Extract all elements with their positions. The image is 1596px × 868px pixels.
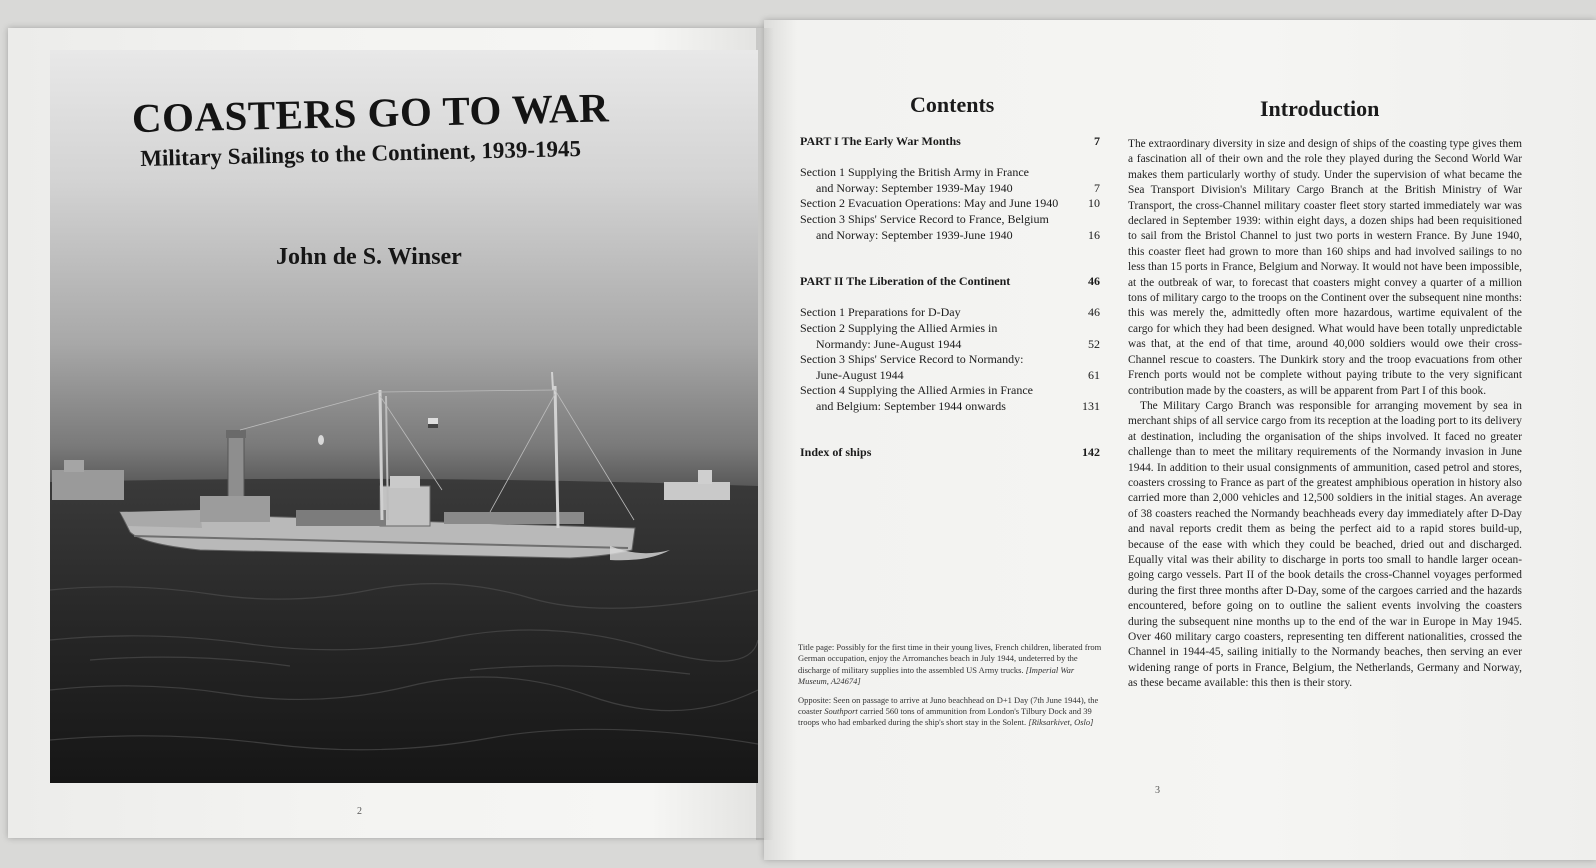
left-page-number: 2: [357, 806, 362, 817]
caption-credit: [Imperial War Museum, A24674]: [798, 664, 1075, 687]
toc-section-2-1[interactable]: [800, 305, 1100, 321]
intro-paragraph-2: The Military Cargo Branch was responsible for arranging movement by sea in merchant ships of all service cargo from its reception at the loading port to its delivery at destination, including the organisation of the ships involved. It faced no greater challenge than to meet the military requirements of the Normandy invasion in June 1944. In addition to their usual consignments of ammunition, cased petrol and stores, coasters crossing to France as part of the greatest amphibious operation in history also carried more than 2,000 vehicles and 12,500 soldiers in the initial stages. An average of 38 coasters reached the Normandy beachheads every day immediately after D-Day and naval reports credit them as being the perfect aid to a rapid stores build-up, because of the ease with which they could be beached, dried out and discharged. Equally vital was their ability to discharge in ports too small to handle larger ocean-going cargo vessels. Part II of the book details the cross-Channel voyages performed during the first three months after D-Day, some of the cargoes carried and the hazards encountered, before going on to outline the salient events involving the coasters during the subsequent nine months up to the end of the war in Europe in May 1945. Over 460 military cargo coasters, representing ten different nationalities, crossed the Channel in 1944-45, sailing initially to the Normandy beaches, then serving an ever widening range of ports in France, Belgium, the Netherlands, Germany and Norway, as these became available: this then is their story.: [1128, 399, 1522, 690]
toc-section-1-2[interactable]: [800, 196, 1100, 212]
toc-page-number: 46: [1088, 305, 1100, 319]
toc-section-label: Section 2 Supplying the Allied Armies in: [800, 321, 998, 335]
toc-index-label: Index of ships: [800, 445, 872, 459]
toc-section-label: Section 1 Supplying the British Army in France: [800, 165, 1029, 179]
intro-paragraph-1: The extraordinary diversity in size and design of ships of the coasting type gives them a fascination all of their own and the role they played during the Second World War makes them particularly worthy of study. Under the supervision of what became the Sea Transport Division's Military Cargo Branch at the British Ministry of War Transport, the cross-Channel military coaster fleet story started immediately war was declared in September 1939: within eight days, a dozen ships had been requisitioned to sail from the Bristol Channel to just two ports in western France. By June 1940, this coaster fleet had grown to more than 160 ships and had involved sailings to no less than 15 ports in France, Belgium and Norway. It would not have been impossible, at the outbreak of war, to forecast that coasters might convey a quarter of a million tons of military cargo to the troops on the Continent over the subsequent nine months: this was merely the, admittedly often more hazardous, wartime equivalent of the cargo for which they had been designed. What would have been totally unpredictable was that, at the end of that time, around 40,000 soldiers would owe their cross-Channel rescue to coasters. The Dunkirk story and the troop evacuations from other French ports would not be complete without paying tribute to the very significant contribution made by the coasters, as will be apparent from Part I of this book.: [1128, 138, 1522, 397]
cover-author: John de S. Winser: [276, 244, 462, 270]
toc-section-continuation: Normandy: June-August 1944: [816, 336, 962, 351]
toc-section-2-3[interactable]: [800, 352, 1100, 383]
cover-title: COASTERS GO TO WAR: [131, 84, 610, 142]
toc-section-label: Section 3 Ships' Service Record to France, Belgium: [800, 212, 1049, 226]
toc-section-2-4[interactable]: [800, 383, 1100, 414]
toc-section-1-1[interactable]: [800, 165, 1100, 196]
opposite-caption: Opposite: Seen on passage to arrive at Juno beachhead on D+1 Day (7th June 1944), the coaster Southport carried 560 tons of ammunition from London's Tilbury Dock and 39 troops who had embarked during the ship's short stay in the Solent. [Riksarkivet, Oslo]: [798, 694, 1099, 728]
toc-section-label: Section 4 Supplying the Allied Armies in France: [800, 383, 1033, 397]
cover-photo: [50, 50, 758, 783]
toc-section-continuation: and Norway: September 1939-June 1940: [816, 227, 1013, 242]
toc-section-2-2[interactable]: [800, 321, 1100, 352]
toc-page-number: 52: [1088, 336, 1100, 351]
toc-section-1-3[interactable]: [800, 212, 1100, 243]
toc-section-continuation: and Belgium: September 1944 onwards: [816, 398, 1006, 413]
toc-section-continuation: June-August 1944: [816, 367, 904, 382]
toc-part-label: PART II The Liberation of the Continent: [800, 274, 1011, 288]
toc-page-number: 142: [1082, 445, 1100, 459]
introduction-heading: Introduction: [1260, 96, 1380, 121]
toc-page-number: 10: [1088, 196, 1100, 210]
title-page-caption: Title page: Possibly for the first time in their young lives, French children, liberated from German occupation, enjoy the Arromanches beach in July 1944, undeterred by the discharge of military supplies into the assembled US Army trucks. [Imperial War Museum, A24674]: [798, 642, 1102, 687]
book-spine: [756, 28, 774, 840]
toc-section-label: Section 1 Preparations for D-Day: [800, 305, 961, 319]
toc-section-label: Section 3 Ships' Service Record to Normandy:: [800, 352, 1024, 366]
toc-section-continuation: and Norway: September 1939-May 1940: [816, 180, 1013, 195]
caption-credit: [Riksarkivet, Oslo]: [1028, 717, 1094, 728]
contents-heading: Contents: [910, 92, 995, 117]
toc-page-number: 61: [1088, 367, 1100, 382]
cover-subtitle: Military Sailings to the Continent, 1939-1945: [140, 135, 582, 171]
toc-section-label: Section 2 Evacuation Operations: May and June 1940: [800, 196, 1059, 210]
toc-page-number: 16: [1088, 227, 1100, 242]
right-page-number: 3: [1155, 785, 1160, 796]
toc-page-number: 7: [1094, 180, 1100, 195]
photo-captions: [798, 642, 1103, 736]
toc-part-label: PART I The Early War Months: [800, 134, 961, 148]
toc-index-of-ships[interactable]: [800, 445, 1100, 461]
toc-page-number: 7: [1094, 134, 1100, 148]
toc-part-1[interactable]: [800, 134, 1100, 150]
toc-part-2[interactable]: [800, 274, 1100, 290]
toc-page-number: 131: [1082, 398, 1100, 413]
ship-name: Southport: [824, 706, 858, 717]
toc-page-number: 46: [1088, 274, 1100, 288]
introduction-body: [1128, 137, 1522, 692]
